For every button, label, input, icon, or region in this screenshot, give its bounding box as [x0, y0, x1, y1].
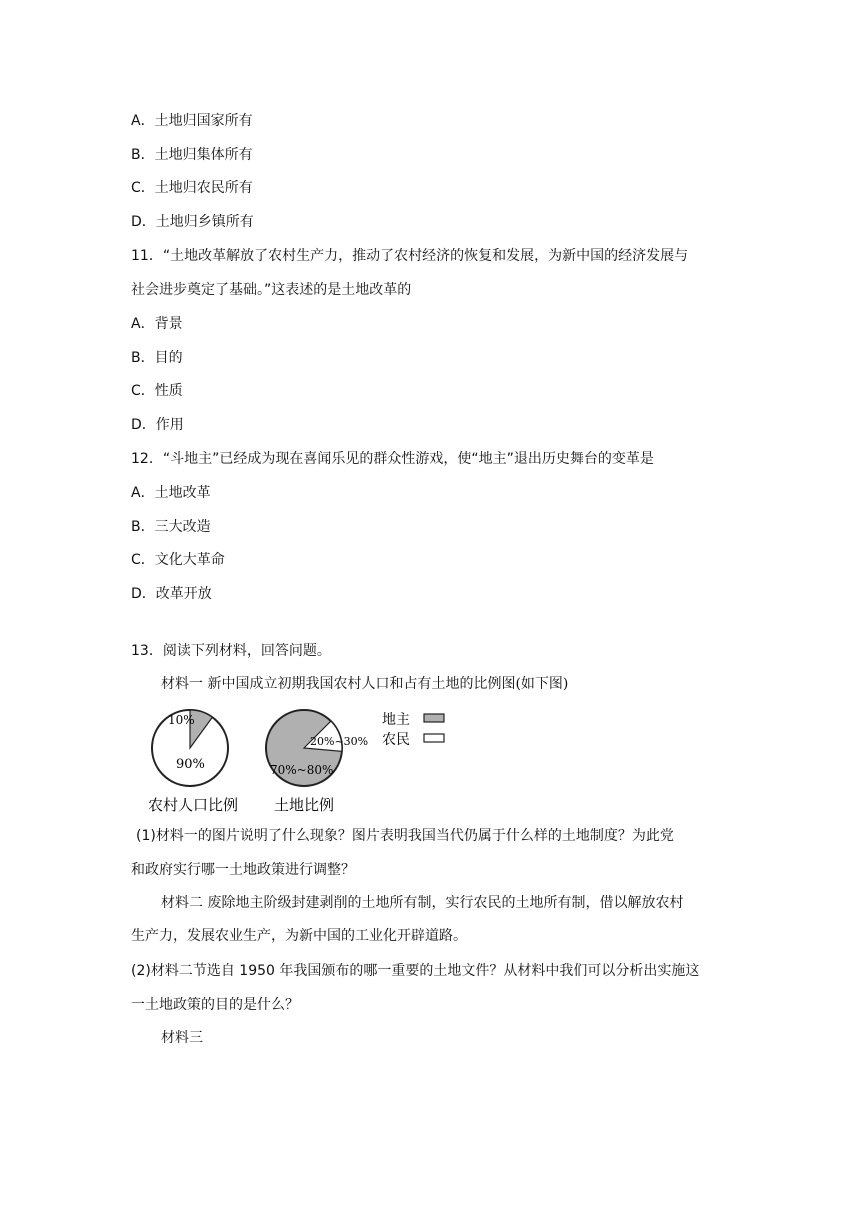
- material-3-title: 材料三: [161, 1030, 203, 1046]
- material-2-line2: 生产力，发展农业生产，为新中国的工业化开辟道路。: [131, 928, 467, 944]
- population-peasant-label: 90%: [176, 757, 205, 772]
- land-landlord-label: 70%~80%: [270, 763, 334, 777]
- sub-question-2-line2: 一土地政策的目的是什么？: [131, 997, 299, 1013]
- question-11-stem-line2: 社会进步奠定了基础。”这表述的是土地改革的: [131, 282, 412, 298]
- land-pie: [266, 710, 368, 814]
- option-c: C．性质: [131, 383, 183, 399]
- option-d: D．土地归乡镇所有: [131, 214, 254, 230]
- legend-peasant-swatch: [424, 734, 444, 742]
- land-peasant-label: 20%~30%: [310, 735, 369, 748]
- pie-chart-figure: [128, 700, 458, 815]
- legend-landlord-label: 地主: [382, 712, 410, 728]
- option-b: B．目的: [131, 350, 183, 366]
- population-landlord-label: 10%: [168, 713, 195, 727]
- sub-question-1-line1: (1)材料一的图片说明了什么现象？图片表明我国当代仍属于什么样的土地制度？为此党: [136, 828, 674, 844]
- option-a: A．背景: [131, 316, 183, 332]
- question-13-stem: 13．阅读下列材料，回答问题。: [131, 643, 331, 659]
- land-pie-caption: 土地比例: [274, 796, 335, 814]
- sub-question-1-line2: 和政府实行哪一土地政策进行调整？: [131, 862, 355, 878]
- option-c: C．文化大革命: [131, 552, 225, 568]
- option-d: D．改革开放: [131, 586, 212, 602]
- option-c: C．土地归农民所有: [131, 180, 253, 196]
- option-b: B．三大改造: [131, 519, 211, 535]
- legend-peasant-label: 农民: [382, 732, 410, 748]
- option-a: A．土地归国家所有: [131, 113, 253, 129]
- legend-landlord-swatch: [424, 714, 444, 722]
- question-12-stem: 12．“斗地主”已经成为现在喜闻乐见的群众性游戏，使“地主”退出历史舞台的变革是: [131, 451, 654, 467]
- population-pie: [148, 710, 238, 814]
- sub-question-2-line1: (2)材料二节选自 1950 年我国颁布的哪一重要的土地文件？从材料中我们可以分析出实施这: [131, 963, 700, 979]
- population-pie-caption: 农村人口比例: [148, 796, 239, 814]
- option-b: B．土地归集体所有: [131, 147, 253, 163]
- option-d: D．作用: [131, 417, 184, 433]
- material-1-title: 材料一 新中国成立初期我国农村人口和占有土地的比例图(如下图): [161, 676, 569, 692]
- legend: [382, 711, 444, 748]
- question-11-stem-line1: 11．“土地改革解放了农村生产力，推动了农村经济的恢复和发展，为新中国的经济发展与: [131, 248, 689, 264]
- option-a: A．土地改革: [131, 485, 211, 501]
- material-2-line1: 材料二 废除地主阶级封建剥削的土地所有制，实行农民的土地所有制，借以解放农村: [161, 895, 684, 911]
